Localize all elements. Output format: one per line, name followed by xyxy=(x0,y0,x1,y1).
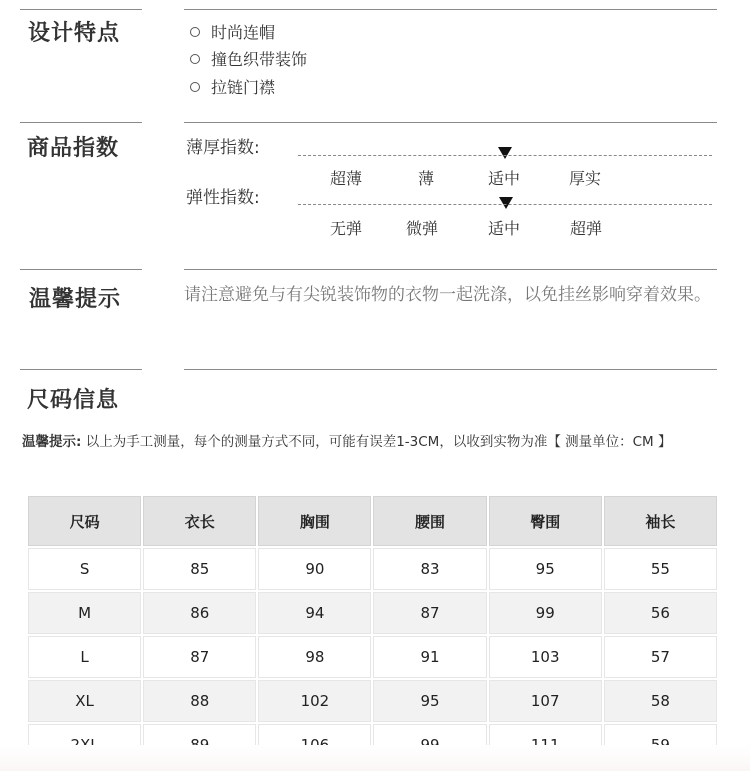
measurement-note-label: 温馨提示: xyxy=(22,434,82,450)
thickness-scale-option: 超薄 xyxy=(330,169,363,188)
table-cell: 94 xyxy=(258,592,371,634)
thickness-scale-option: 薄 xyxy=(418,169,435,188)
section-divider-left xyxy=(20,369,142,370)
table-row xyxy=(28,592,717,634)
product-index-title: 商品指数 xyxy=(27,136,120,161)
table-cell: 57 xyxy=(604,636,717,678)
table-row xyxy=(28,548,717,590)
table-cell: S xyxy=(28,548,141,590)
table-cell: 90 xyxy=(258,548,371,590)
measurement-note-text: 以上为手工测量，每个的测量方式不同，可能有误差1-3CM，以收到实物为准【 测量单位：CM 】 xyxy=(85,434,672,450)
table-cell: 55 xyxy=(604,548,717,590)
table-cell: 95 xyxy=(489,548,602,590)
bullet-circle-icon xyxy=(190,27,200,37)
table-cell: 91 xyxy=(373,636,486,678)
table-cell: 58 xyxy=(604,680,717,722)
table-cell: 102 xyxy=(258,680,371,722)
elasticity-scale-line xyxy=(298,204,712,205)
table-cell: 107 xyxy=(489,680,602,722)
feature-item xyxy=(190,20,275,43)
section-divider-right xyxy=(184,269,717,270)
feature-label: 时尚连帽 xyxy=(211,23,276,42)
elasticity-scale-option: 适中 xyxy=(488,219,521,238)
warm-tip-title: 温馨提示 xyxy=(29,287,122,312)
thickness-scale-option: 厚实 xyxy=(569,169,602,188)
table-cell: 86 xyxy=(143,592,256,634)
header-sleeve: 袖长 xyxy=(604,496,717,546)
elasticity-scale-option: 超弹 xyxy=(570,219,603,238)
table-cell: 56 xyxy=(604,592,717,634)
table-cell: 103 xyxy=(489,636,602,678)
table-cell: 87 xyxy=(373,592,486,634)
section-divider-left xyxy=(20,9,142,10)
table-row xyxy=(28,636,717,678)
section-divider-left xyxy=(20,122,142,123)
feature-label: 撞色织带装饰 xyxy=(211,50,308,69)
table-cell: L xyxy=(28,636,141,678)
header-waist: 腰围 xyxy=(373,496,486,546)
table-cell: XL xyxy=(28,680,141,722)
table-cell: 87 xyxy=(143,636,256,678)
feature-label: 拉链门襟 xyxy=(211,78,276,97)
table-cell: 95 xyxy=(373,680,486,722)
table-cell: 88 xyxy=(143,680,256,722)
thickness-scale-option: 适中 xyxy=(488,169,521,188)
section-divider-right xyxy=(184,9,717,10)
header-chest: 胸围 xyxy=(258,496,371,546)
thickness-indicator-icon xyxy=(498,147,512,159)
page-bottom-fade xyxy=(0,745,750,771)
thickness-index-label: 薄厚指数: xyxy=(186,138,260,158)
size-table xyxy=(26,494,719,768)
table-cell: 83 xyxy=(373,548,486,590)
warm-tip-text: 请注意避免与有尖锐装饰物的衣物一起洗涤，以免挂丝影响穿着效果。 xyxy=(184,285,711,305)
thickness-scale-line xyxy=(298,155,712,156)
elasticity-scale-option: 无弹 xyxy=(330,219,363,238)
elasticity-scale-option: 微弹 xyxy=(406,219,439,238)
header-hip: 臀围 xyxy=(489,496,602,546)
feature-item xyxy=(190,75,275,98)
section-divider-right xyxy=(184,122,717,123)
elasticity-index-label: 弹性指数: xyxy=(186,188,260,208)
table-header-row xyxy=(28,496,717,546)
table-cell: M xyxy=(28,592,141,634)
table-cell: 98 xyxy=(258,636,371,678)
bullet-circle-icon xyxy=(190,54,200,64)
elasticity-indicator-icon xyxy=(499,197,513,209)
table-row xyxy=(28,680,717,722)
header-length: 衣长 xyxy=(143,496,256,546)
section-divider-left xyxy=(20,269,142,270)
table-cell: 99 xyxy=(489,592,602,634)
header-size: 尺码 xyxy=(28,496,141,546)
size-info-title: 尺码信息 xyxy=(27,388,120,413)
feature-item xyxy=(190,47,307,70)
design-features-title: 设计特点 xyxy=(28,21,121,46)
bullet-circle-icon xyxy=(190,82,200,92)
measurement-note xyxy=(22,430,671,450)
table-cell: 85 xyxy=(143,548,256,590)
section-divider-right xyxy=(184,369,717,370)
